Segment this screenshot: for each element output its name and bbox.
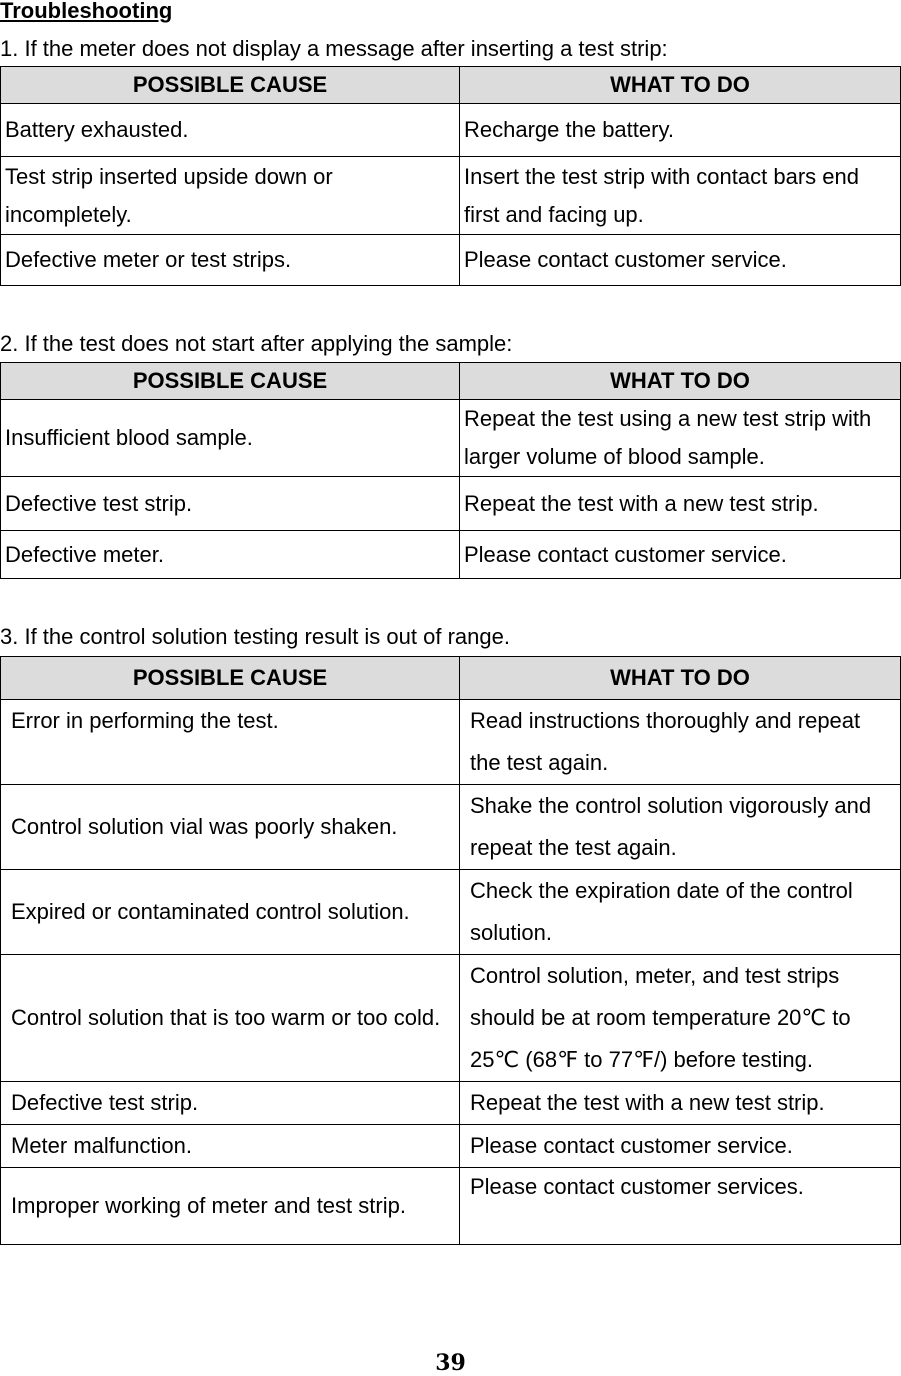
cause-cell: Defective meter.	[1, 531, 460, 579]
table-row	[1, 400, 901, 477]
header-possible-cause: POSSIBLE CAUSE	[1, 657, 460, 700]
action-cell: Recharge the battery.	[460, 104, 901, 157]
page-number: 39	[435, 1350, 466, 1376]
table-row	[1, 700, 901, 785]
action-cell: Please contact customer services.	[460, 1168, 901, 1245]
table-row	[1, 477, 901, 531]
table-row	[1, 1125, 901, 1168]
troubleshooting-table-3	[0, 656, 901, 1245]
section-3-intro: 3. If the control solution testing result is out of range.	[0, 624, 510, 649]
cause-cell: Error in performing the test.	[1, 700, 460, 785]
header-possible-cause: POSSIBLE CAUSE	[1, 363, 460, 400]
cause-cell: Meter malfunction.	[1, 1125, 460, 1168]
page-title: Troubleshooting	[0, 0, 173, 23]
table-row	[1, 955, 901, 1082]
action-cell: Check the expiration date of the control solution.	[460, 870, 901, 955]
cause-cell: Defective test strip.	[1, 477, 460, 531]
table-header-row	[1, 657, 901, 700]
header-possible-cause: POSSIBLE CAUSE	[1, 67, 460, 104]
header-what-to-do: WHAT TO DO	[460, 67, 901, 104]
cause-cell: Test strip inserted upside down or incompletely.	[1, 157, 460, 235]
table-row	[1, 531, 901, 579]
table-row	[1, 235, 901, 286]
cause-cell: Defective meter or test strips.	[1, 235, 460, 286]
table-row	[1, 104, 901, 157]
action-cell: Repeat the test using a new test strip with larger volume of blood sample.	[460, 400, 901, 477]
cause-cell: Improper working of meter and test strip.	[1, 1168, 460, 1245]
section-1-intro: 1. If the meter does not display a message after inserting a test strip:	[0, 36, 668, 61]
table-header-row	[1, 363, 901, 400]
cause-cell: Expired or contaminated control solution.	[1, 870, 460, 955]
cause-cell: Control solution that is too warm or too cold.	[1, 955, 460, 1082]
section-2-intro: 2. If the test does not start after applying the sample:	[0, 331, 513, 356]
header-what-to-do: WHAT TO DO	[460, 363, 901, 400]
action-cell: Please contact customer service.	[460, 531, 901, 579]
header-what-to-do: WHAT TO DO	[460, 657, 901, 700]
action-cell: Repeat the test with a new test strip.	[460, 1082, 901, 1125]
cause-cell: Insufficient blood sample.	[1, 400, 460, 477]
action-cell: Read instructions thoroughly and repeat the test again.	[460, 700, 901, 785]
table-row	[1, 1082, 901, 1125]
table-row	[1, 157, 901, 235]
table-row	[1, 1168, 901, 1245]
action-cell: Repeat the test with a new test strip.	[460, 477, 901, 531]
action-cell: Shake the control solution vigorously and repeat the test again.	[460, 785, 901, 870]
cause-cell: Control solution vial was poorly shaken.	[1, 785, 460, 870]
table-row	[1, 785, 901, 870]
table-row	[1, 870, 901, 955]
cause-cell: Battery exhausted.	[1, 104, 460, 157]
action-cell: Please contact customer service.	[460, 1125, 901, 1168]
action-cell: Insert the test strip with contact bars end first and facing up.	[460, 157, 901, 235]
troubleshooting-table-1	[0, 66, 901, 286]
table-header-row	[1, 67, 901, 104]
action-cell: Control solution, meter, and test strips should be at room temperature 20℃ to 25℃ (68℉ to 77℉/) before testing.	[460, 955, 901, 1082]
troubleshooting-table-2	[0, 362, 901, 579]
action-cell: Please contact customer service.	[460, 235, 901, 286]
cause-cell: Defective test strip.	[1, 1082, 460, 1125]
